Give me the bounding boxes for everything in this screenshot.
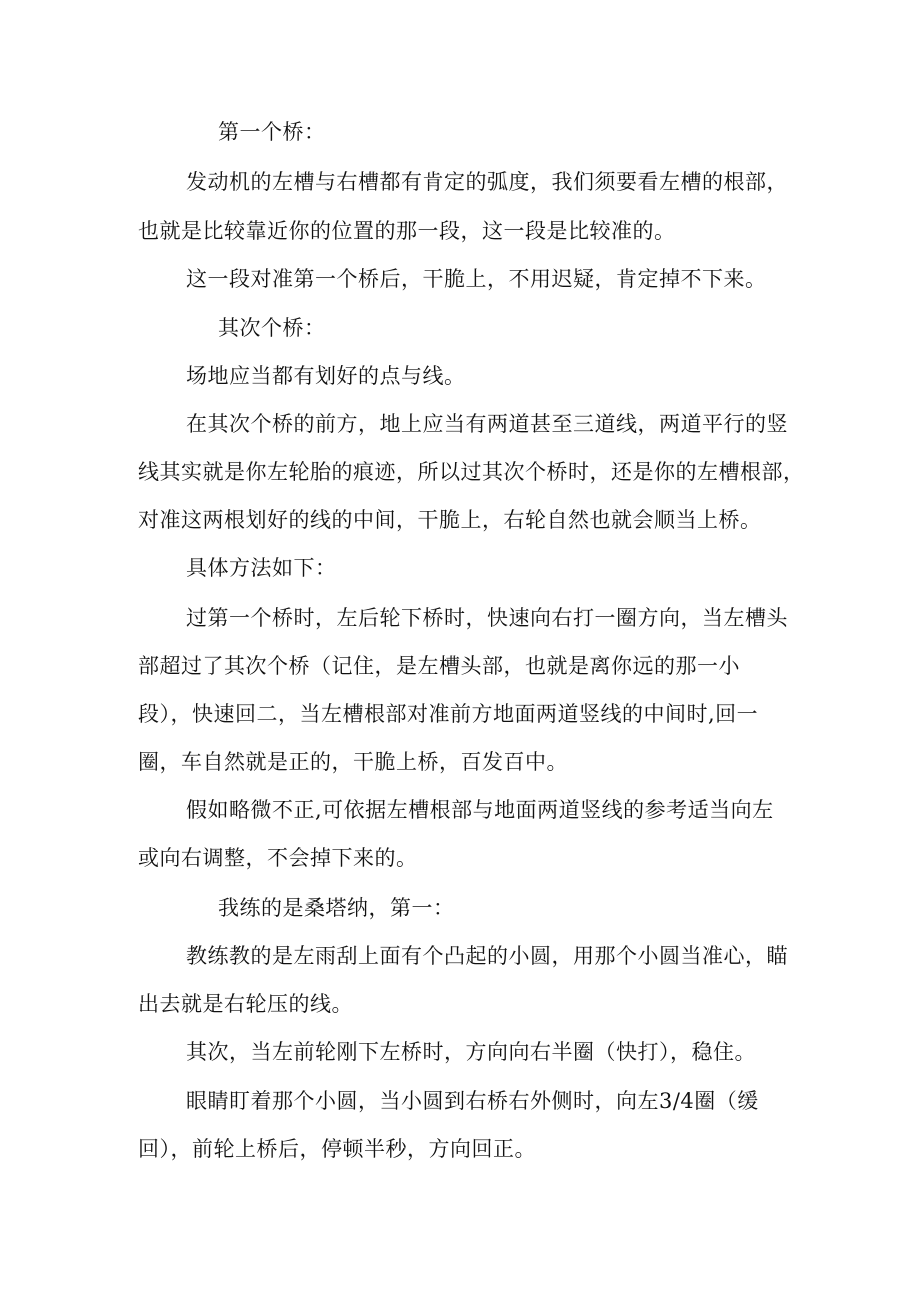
paragraph-line: 回），前轮上桥后，停顿半秒，方向回正。	[138, 1137, 536, 1161]
heading-first-bridge: 第一个桥：	[218, 120, 326, 144]
heading-second-bridge: 其次个桥：	[218, 316, 326, 340]
paragraph-line: 在其次个桥的前方，地上应当有两道甚至三道线，两道平行的竖	[186, 412, 788, 436]
paragraph-line: 出去就是右轮压的线。	[138, 992, 353, 1016]
heading-santana: 我练的是桑塔纳，第一：	[218, 896, 455, 920]
paragraph-line: 场地应当都有划好的点与线。	[186, 364, 466, 388]
paragraph-line: 教练教的是左雨刮上面有个凸起的小圆，用那个小圆当准心，瞄	[186, 944, 788, 968]
paragraph-line: 圈，车自然就是正的，干脆上桥，百发百中。	[138, 750, 568, 774]
paragraph-line: 线其实就是你左轮胎的痕迹，所以过其次个桥时，还是你的左槽根部，	[138, 460, 805, 484]
paragraph-line: 发动机的左槽与右槽都有肯定的弧度，我们须要看左槽的根部，	[186, 170, 788, 194]
paragraph-line: 也就是比较靠近你的位置的那一段，这一段是比较准的。	[138, 219, 676, 243]
paragraph-line: 这一段对准第一个桥后，干脆上，不用迟疑，肯定掉不下来。	[186, 267, 767, 291]
paragraph-line: 眼睛盯着那个小圆，当小圆到右桥右外侧时，向左3/4圈（缓	[186, 1089, 759, 1113]
paragraph-line: 段），快速回二，当左槽根部对准前方地面两道竖线的中间时,回一	[138, 702, 759, 726]
paragraph-line: 其次，当左前轮刚下左桥时，方向向右半圈（快打），稳住。	[186, 1040, 756, 1064]
paragraph-line: 或向右调整，不会掉下来的。	[138, 846, 418, 870]
paragraph-line: 具体方法如下：	[186, 556, 337, 580]
paragraph-line: 过第一个桥时，左后轮下桥时，快速向右打一圈方向，当左槽头	[186, 606, 788, 630]
paragraph-line: 假如略微不正,可依据左槽根部与地面两道竖线的参考适当向左	[186, 798, 774, 822]
paragraph-line: 对准这两根划好的线的中间，干脆上，右轮自然也就会顺当上桥。	[138, 508, 762, 532]
paragraph-line: 部超过了其次个桥（记住，是左槽头部，也就是离你远的那一小	[138, 654, 740, 678]
